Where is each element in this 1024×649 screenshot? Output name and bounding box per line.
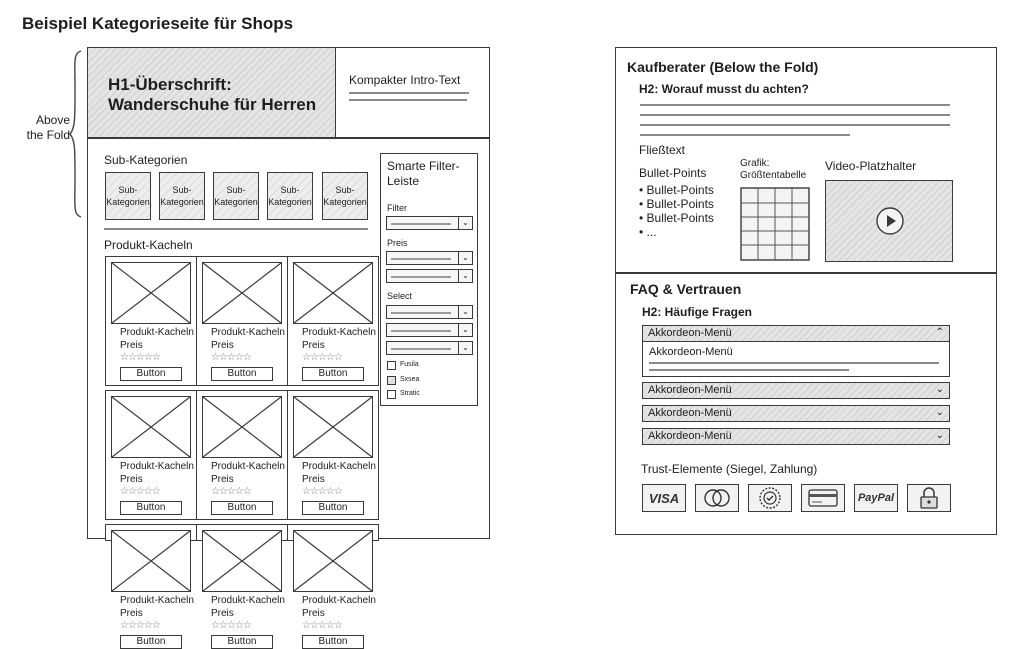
- trust-heading: Trust-Elemente (Siegel, Zahlung): [641, 462, 818, 476]
- product-card[interactable]: [287, 256, 379, 386]
- product-card[interactable]: [196, 390, 288, 520]
- filter-label: Filter: [387, 203, 407, 213]
- product-image-placeholder: [293, 262, 373, 324]
- lock-icon: [907, 484, 951, 512]
- chevron-down-icon: ⌄: [458, 270, 472, 282]
- brace-icon: [68, 50, 84, 218]
- product-button[interactable]: Button: [211, 501, 273, 515]
- product-image-placeholder: [202, 396, 282, 458]
- product-card[interactable]: [196, 524, 288, 647]
- product-name: Produkt-Kacheln: [120, 595, 194, 606]
- product-card[interactable]: [105, 524, 197, 647]
- product-card[interactable]: [196, 256, 288, 386]
- product-price: Preis: [302, 474, 325, 485]
- product-name: Produkt-Kacheln: [302, 595, 376, 606]
- chevron-down-icon: ⌄: [458, 252, 472, 264]
- rating-stars-icon: ☆☆☆☆☆: [211, 486, 251, 497]
- product-name: Produkt-Kacheln: [211, 461, 285, 472]
- rating-stars-icon: ☆☆☆☆☆: [120, 620, 160, 631]
- product-price: Preis: [211, 608, 234, 619]
- checkbox-label: Sxsea: [400, 376, 420, 383]
- product-price: Preis: [302, 608, 325, 619]
- subcategory-tile[interactable]: Sub-Kategorien: [322, 172, 368, 220]
- product-button[interactable]: Button: [211, 367, 273, 381]
- subcategory-tile[interactable]: Sub-Kategorien: [105, 172, 151, 220]
- products-heading: Produkt-Kacheln: [104, 238, 193, 252]
- product-image-placeholder: [111, 530, 191, 592]
- subcategory-tile[interactable]: Sub-Kategorien: [159, 172, 205, 220]
- product-name: Produkt-Kacheln: [120, 461, 194, 472]
- play-icon[interactable]: [875, 206, 905, 236]
- accordion-header-open[interactable]: Akkordeon-Menü ⌃: [642, 325, 950, 342]
- product-image-placeholder: [111, 262, 191, 324]
- mastercard-icon: [695, 484, 739, 512]
- product-image-placeholder: [293, 530, 373, 592]
- price-select[interactable]: [386, 251, 473, 265]
- product-price: Preis: [120, 608, 143, 619]
- graphic-label: Grafik: Größtentabelle: [740, 158, 807, 181]
- subcategory-tile[interactable]: Sub-Kategorien: [267, 172, 313, 220]
- rating-stars-icon: ☆☆☆☆☆: [211, 352, 251, 363]
- accordion-item[interactable]: Akkordeon-Menü ⌄: [642, 405, 950, 422]
- paypal-icon: PayPal: [854, 484, 898, 512]
- price-label: Preis: [387, 238, 408, 248]
- rating-stars-icon: ☆☆☆☆☆: [120, 352, 160, 363]
- option-select[interactable]: [386, 341, 473, 355]
- buying-guide-heading: Kaufberater (Below the Fold): [627, 59, 819, 75]
- product-card[interactable]: [287, 524, 379, 647]
- product-button[interactable]: Button: [120, 367, 182, 381]
- subcategories-heading: Sub-Kategorien: [104, 153, 188, 167]
- chevron-down-icon: ⌄: [458, 342, 472, 354]
- product-image-placeholder: [293, 396, 373, 458]
- product-price: Preis: [120, 340, 143, 351]
- credit-card-icon: [801, 484, 845, 512]
- size-table-graphic: [740, 187, 810, 261]
- product-card[interactable]: [287, 390, 379, 520]
- filter-heading: Smarte Filter-Leiste: [387, 159, 460, 188]
- chevron-down-icon: ⌄: [458, 217, 472, 229]
- chevron-down-icon: ⌄: [935, 430, 944, 441]
- subcategory-tile[interactable]: Sub-Kategorien: [213, 172, 259, 220]
- filter-select[interactable]: [386, 216, 473, 230]
- product-button[interactable]: Button: [120, 501, 182, 515]
- product-name: Produkt-Kacheln: [120, 327, 194, 338]
- chevron-up-icon: ⌃: [935, 327, 944, 338]
- product-price: Preis: [302, 340, 325, 351]
- product-name: Produkt-Kacheln: [211, 327, 285, 338]
- chevron-down-icon: ⌄: [935, 384, 944, 395]
- rating-stars-icon: ☆☆☆☆☆: [302, 620, 342, 631]
- video-label: Video-Platzhalter: [825, 159, 917, 173]
- product-card[interactable]: [105, 256, 197, 386]
- rating-stars-icon: ☆☆☆☆☆: [211, 620, 251, 631]
- product-button[interactable]: Button: [302, 501, 364, 515]
- bullet-heading: Bullet-Points: [639, 166, 707, 180]
- rating-stars-icon: ☆☆☆☆☆: [302, 352, 342, 363]
- intro-text-label: Kompakter Intro-Text: [349, 73, 461, 87]
- option-select[interactable]: [386, 323, 473, 337]
- product-name: Produkt-Kacheln: [302, 327, 376, 338]
- chevron-down-icon: ⌄: [458, 324, 472, 336]
- product-price: Preis: [211, 340, 234, 351]
- product-button[interactable]: Button: [211, 635, 273, 649]
- filter-checkbox[interactable]: [387, 376, 396, 385]
- checkbox-label: Stratic: [400, 390, 420, 397]
- select-label: Select: [387, 291, 413, 301]
- chevron-down-icon: ⌄: [935, 407, 944, 418]
- seal-icon: [748, 484, 792, 512]
- product-image-placeholder: [202, 530, 282, 592]
- product-button[interactable]: Button: [120, 635, 182, 649]
- product-button[interactable]: Button: [302, 635, 364, 649]
- visa-icon: VISA: [642, 484, 686, 512]
- chevron-down-icon: ⌄: [458, 306, 472, 318]
- filter-checkbox[interactable]: [387, 361, 396, 370]
- checkbox-label: Fusila: [400, 361, 419, 368]
- option-select[interactable]: [386, 305, 473, 319]
- faq-heading: FAQ & Vertrauen: [630, 281, 742, 297]
- page-title: Beispiel Kategorieseite für Shops: [22, 14, 294, 33]
- rating-stars-icon: ☆☆☆☆☆: [120, 486, 160, 497]
- above-the-fold-label: Above the Fold: [26, 113, 70, 142]
- product-image-placeholder: [202, 262, 282, 324]
- product-price: Preis: [211, 474, 234, 485]
- bullet-list: • Bullet-Points • Bullet-Points • Bullet-Points • ...: [639, 183, 714, 239]
- rating-stars-icon: ☆☆☆☆☆: [302, 486, 342, 497]
- price-select[interactable]: [386, 269, 473, 283]
- product-price: Preis: [120, 474, 143, 485]
- accordion-item[interactable]: Akkordeon-Menü ⌄: [642, 382, 950, 399]
- accordion-body-text: Akkordeon-Menü: [649, 346, 733, 358]
- accordion-item[interactable]: Akkordeon-Menü ⌄: [642, 428, 950, 445]
- product-name: Produkt-Kacheln: [211, 595, 285, 606]
- product-button[interactable]: Button: [302, 367, 364, 381]
- product-name: Produkt-Kacheln: [302, 461, 376, 472]
- product-image-placeholder: [111, 396, 191, 458]
- filter-checkbox[interactable]: [387, 390, 396, 399]
- body-text-label: Fließtext: [639, 143, 686, 157]
- product-card[interactable]: [105, 390, 197, 520]
- hero-heading: H1-Überschrift: Wanderschuhe für Herren: [108, 75, 317, 114]
- guide-subheading: H2: Worauf musst du achten?: [639, 82, 809, 96]
- faq-subheading: H2: Häufige Fragen: [642, 305, 753, 319]
